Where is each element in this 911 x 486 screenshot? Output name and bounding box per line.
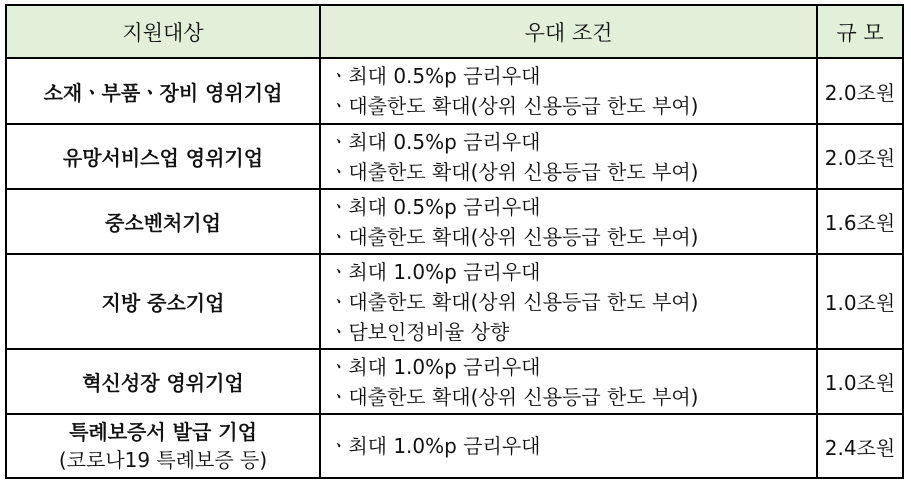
condition-item: ㆍ대출한도 확대(상위 신용등급 한도 부여) [329, 224, 699, 249]
table-row [6, 349, 903, 414]
row-conditions [320, 349, 817, 414]
condition-item: ㆍ대출한도 확대(상위 신용등급 한도 부여) [329, 159, 699, 184]
row-target: 중소벤처기업 [6, 189, 320, 254]
table-row [6, 124, 903, 189]
row-target [6, 414, 320, 478]
row-scale: 1.0조원 [817, 349, 903, 414]
support-table [5, 4, 904, 479]
condition-item: ㆍ담보인정비율 상향 [329, 319, 510, 344]
table-row [6, 58, 903, 124]
row-conditions [320, 58, 817, 124]
row-target: 유망서비스업 영위기업 [6, 124, 320, 189]
row-conditions [320, 414, 817, 478]
header-row [6, 5, 903, 58]
header-scale: 규 모 [817, 5, 903, 58]
support-table-container [5, 4, 904, 479]
header-conditions: 우대 조건 [320, 5, 817, 58]
condition-item: ㆍ최대 1.0%p 금리우대 [329, 259, 541, 284]
row-scale: 2.0조원 [817, 124, 903, 189]
row-scale: 2.4조원 [817, 414, 903, 478]
condition-item: ㆍ대출한도 확대(상위 신용등급 한도 부여) [329, 384, 699, 409]
condition-item: ㆍ최대 1.0%p 금리우대 [329, 434, 541, 458]
table-row [6, 414, 903, 478]
condition-item: ㆍ최대 1.0%p 금리우대 [329, 354, 541, 379]
condition-item: ㆍ최대 0.5%p 금리우대 [329, 129, 541, 154]
row-target-main: 특례보증서 발급 기업 [69, 420, 257, 444]
condition-item: ㆍ대출한도 확대(상위 신용등급 한도 부여) [329, 289, 699, 314]
row-target-sub: (코로나19 특례보증 등) [58, 448, 268, 472]
row-target: 지방 중소기업 [6, 254, 320, 349]
table-row [6, 254, 903, 349]
row-target: 혁신성장 영위기업 [6, 349, 320, 414]
row-scale: 1.0조원 [817, 254, 903, 349]
row-conditions [320, 124, 817, 189]
header-target: 지원대상 [6, 5, 320, 58]
row-conditions [320, 189, 817, 254]
condition-item: ㆍ대출한도 확대(상위 신용등급 한도 부여) [329, 94, 699, 118]
table-row [6, 189, 903, 254]
row-scale: 1.6조원 [817, 189, 903, 254]
condition-item: ㆍ최대 0.5%p 금리우대 [329, 194, 541, 219]
row-target: 소재ㆍ부품ㆍ장비 영위기업 [6, 58, 320, 124]
row-conditions [320, 254, 817, 349]
row-scale: 2.0조원 [817, 58, 903, 124]
condition-item: ㆍ최대 0.5%p 금리우대 [329, 64, 541, 88]
